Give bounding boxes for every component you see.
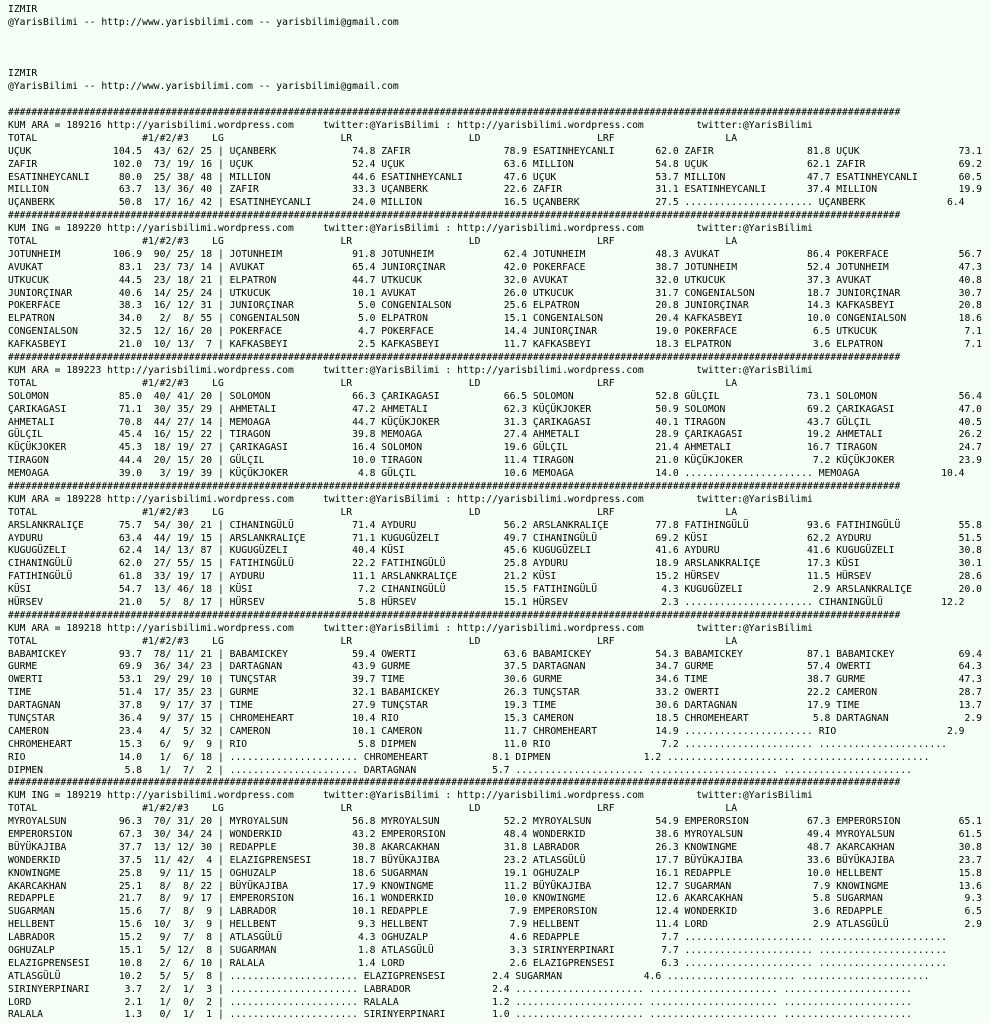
text-line: ######################################################################################################################################################### bbox=[8, 352, 901, 364]
text-line: TOTAL #1/#2/#3 LG LR LD LRF LA bbox=[8, 506, 738, 518]
text-line: BÜYÜKAJIBA 37.7 13/ 12/ 30 | REDAPPLE 30.8 AKARCAKHAN 31.8 LABRADOR 26.3 KNOWINGME 48.7 AKARCAKHAN 30.8 bbox=[8, 841, 983, 853]
text-line: KUM ARA = 189216 http://yarisbilimi.wordpress.com twitter:@YarisBilimi : http://yarisbilimi.wordpress.com twitter:@YarisBilimi bbox=[8, 120, 813, 132]
text-line bbox=[8, 94, 990, 107]
text-line: IZMIR bbox=[8, 4, 38, 15]
text-line: CHROMEHEART 15.3 6/ 9/ 9 | RIO 5.8 DIPMEN 11.0 RIO 7.2 ...................... ...................... bbox=[8, 738, 948, 750]
text-line: TOTAL #1/#2/#3 LG LR LD LRF LA bbox=[8, 635, 738, 647]
text-line: JOTUNHEIM 106.9 90/ 25/ 18 | JOTUNHEIM 91.8 JOTUNHEIM 62.4 JOTUNHEIM 48.3 AVUKAT 86.4 POKERFACE 56.7 bbox=[8, 248, 983, 260]
text-line: RIO 14.0 1/ 6/ 18 | ...................... CHROMEHEART 8.1 DIPMEN 1.2 ...................... ...................... bbox=[8, 751, 930, 763]
text-line: OWERTI 53.1 29/ 29/ 10 | TUNÇSTAR 39.7 TIME 30.6 GURME 34.6 TIME 38.7 GURME 47.3 bbox=[8, 674, 983, 686]
text-line: EMPERORSION 67.3 30/ 34/ 24 | WONDERKID 43.2 EMPERORSION 48.4 WONDERKID 38.6 MYROYALSUN 49.4 MYROYALSUN 61.5 bbox=[8, 829, 983, 840]
text-line: SIRINYERPINARI 3.7 2/ 1/ 3 | ...................... LABRADOR 2.4 ...................... ...................... ...................... bbox=[8, 983, 913, 995]
text-line: LABRADOR 15.2 9/ 7/ 8 | ATLASGÜLÜ 4.3 OGHUZALP 4.6 REDAPPLE 7.7 ...................... ...................... bbox=[8, 932, 948, 944]
text-line: UÇANBERK 50.8 17/ 16/ 42 | ESATINHEYCANLI 24.0 MILLION 16.5 UÇANBERK 27.5 ...................... UÇANBERK 6.4 bbox=[8, 197, 965, 209]
text-line: ATLASGÜLÜ 10.2 5/ 5/ 8 | ...................... ELAZIGPRENSESI 2.4 SUGARMAN 4.6 ...................... ...................... bbox=[8, 970, 930, 982]
text-line: KUM ARA = 189228 http://yarisbilimi.wordpress.com twitter:@YarisBilimi : http://yarisbilimi.wordpress.com twitter:@YarisBilimi bbox=[8, 493, 813, 505]
text-line: TOTAL #1/#2/#3 LG LR LD LRF LA bbox=[8, 132, 738, 144]
text-line: FATIHINGÜLÜ 61.8 33/ 19/ 17 | AYDURU 11.1 ARSLANKRALIÇE 21.2 KÜSI 15.2 HÜRSEV 11.5 HÜRSEV 28.6 bbox=[8, 571, 983, 583]
text-line: LORD 2.1 1/ 0/ 2 | ...................... RALALA 1.2 ...................... ...................... ...................... bbox=[8, 996, 913, 1008]
text-line: ELPATRON 34.0 2/ 8/ 55 | CONGENIALSON 5.0 ELPATRON 15.1 CONGENIALSON 20.4 KAFKASBEYI 10.0 CONGENIALSON 18.6 bbox=[8, 313, 983, 325]
text-line: AHMETALI 70.8 44/ 27/ 14 | MEMOAGA 44.7 KÜÇÜKJOKER 31.3 ÇARIKAGASI 40.1 TIRAGON 43.7 GÜLÇIL 40.5 bbox=[8, 416, 983, 428]
text-line: ÇARIKAGASI 71.1 30/ 35/ 29 | AHMETALI 47.2 AHMETALI 62.3 KÜÇÜKJOKER 50.9 SOLOMON 69.2 ÇARIKAGASI 47.0 bbox=[8, 403, 983, 415]
text-line: TIME 51.4 17/ 35/ 23 | GURME 32.1 BABAMICKEY 26.3 TUNÇSTAR 33.2 OWERTI 22.2 CAMERON 28.7 bbox=[8, 687, 983, 699]
text-line: MYROYALSUN 96.3 70/ 31/ 20 | MYROYALSUN 56.8 MYROYALSUN 52.2 MYROYALSUN 54.9 EMPERORSION 67.3 EMPERORSION 65.1 bbox=[8, 816, 983, 828]
text-line: ######################################################################################################################################################### bbox=[8, 609, 901, 621]
text-line: AYDURU 63.4 44/ 19/ 15 | ARSLANKRALIÇE 71.1 KUGUGÜZELI 49.7 CIHANINGÜLÜ 69.2 KÜSI 62.2 AYDURU 51.5 bbox=[8, 532, 983, 544]
text-line: UÇUK 104.5 43/ 62/ 25 | UÇANBERK 74.8 ZAFIR 78.9 ESATINHEYCANLI 62.0 ZAFIR 81.8 UÇUK 73.1 bbox=[8, 145, 983, 157]
text-line: CIHANINGÜLÜ 62.0 27/ 55/ 15 | FATIHINGÜLÜ 22.2 FATIHINGÜLÜ 25.8 AYDURU 18.9 ARSLANKRALIÇE 17.3 KÜSI 30.1 bbox=[8, 558, 983, 570]
text-line: KUM ARA = 189223 http://yarisbilimi.wordpress.com twitter:@YarisBilimi : http://yarisbilimi.wordpress.com twitter:@YarisBilimi bbox=[8, 364, 813, 376]
text-line bbox=[8, 30, 990, 43]
text-line: WONDERKID 37.5 11/ 42/ 4 | ELAZIGPRENSESI 18.7 BÜYÜKAJIBA 23.2 ATLASGÜLÜ 17.7 BÜYÜKAJIBA 33.6 BÜYÜKAJIBA 23.7 bbox=[8, 854, 983, 866]
text-line: HELLBENT 15.6 10/ 3/ 9 | HELLBENT 9.3 HELLBENT 7.9 HELLBENT 11.4 LORD 2.9 ATLASGÜLÜ 2.9 bbox=[8, 919, 983, 931]
text-line: DIPMEN 5.8 1/ 7/ 2 | ...................... DARTAGNAN 5.7 ...................... ...................... ...................... bbox=[8, 764, 913, 776]
text-line: KUM ING = 189220 http://yarisbilimi.wordpress.com twitter:@YarisBilimi : http://yarisbilimi.wordpress.com twitter:@YarisBilimi bbox=[8, 223, 813, 235]
text-line: ARSLANKRALIÇE 75.7 54/ 30/ 21 | CIHANINGÜLÜ 71.4 AYDURU 56.2 ARSLANKRALIÇE 77.8 FATIHINGÜLÜ 93.6 FATIHINGÜLÜ 55.8 bbox=[8, 519, 983, 531]
text-line: UTKUCUK 44.5 23/ 18/ 21 | ELPATRON 44.7 UTKUCUK 32.0 AVUKAT 32.0 UTKUCUK 37.3 AVUKAT 40.8 bbox=[8, 274, 983, 286]
text-line: SOLOMON 85.0 40/ 41/ 20 | SOLOMON 66.3 ÇARIKAGASI 66.5 SOLOMON 52.8 GÜLÇIL 73.1 SOLOMON 56.4 bbox=[8, 390, 983, 402]
text-line: ######################################################################################################################################################### bbox=[8, 480, 901, 492]
text-line: TOTAL #1/#2/#3 LG LR LD LRF LA bbox=[8, 803, 738, 815]
text-line: REDAPPLE 21.7 8/ 9/ 17 | EMPERORSION 16.1 WONDERKID 10.0 KNOWINGME 12.6 AKARCAKHAN 5.8 SUGARMAN 9.3 bbox=[8, 893, 983, 905]
text-line: KUM ING = 189219 http://yarisbilimi.wordpress.com twitter:@YarisBilimi : http://yarisbilimi.wordpress.com twitter:@YarisBilimi bbox=[8, 790, 813, 802]
text-line: ZAFIR 102.0 73/ 19/ 16 | UÇUK 52.4 UÇUK 63.6 MILLION 54.8 UÇUK 62.1 ZAFIR 69.2 bbox=[8, 158, 983, 170]
text-line: GURME 69.9 36/ 34/ 23 | DARTAGNAN 43.9 GURME 37.5 DARTAGNAN 34.7 GURME 57.4 OWERTI 64.3 bbox=[8, 661, 983, 673]
text-line: CAMERON 23.4 4/ 5/ 32 | CAMERON 10.1 CAMERON 11.7 CHROMEHEART 14.9 ...................... RIO 2.9 bbox=[8, 725, 965, 737]
text-line: ESATINHEYCANLI 80.0 25/ 38/ 48 | MILLION 44.6 ESATINHEYCANLI 47.6 UÇUK 53.7 MILLION 47.7 ESATINHEYCANLI 60.5 bbox=[8, 171, 983, 183]
text-line: KAFKASBEYI 21.0 10/ 13/ 7 | KAFKASBEYI 2.5 KAFKASBEYI 11.7 KAFKASBEYI 18.3 ELPATRON 3.6 ELPATRON 7.1 bbox=[8, 339, 983, 351]
text-line: KUGUGÜZELI 62.4 14/ 13/ 87 | KUGUGÜZELI 40.4 KÜSI 45.6 KUGUGÜZELI 41.6 AYDURU 41.6 KUGUGÜZELI 30.8 bbox=[8, 545, 983, 557]
text-line: MEMOAGA 39.0 3/ 19/ 39 | KÜÇÜKJOKER 4.8 GÜLÇIL 10.6 MEMOAGA 14.0 ...................... MEMOAGA 10.4 bbox=[8, 468, 965, 480]
text-line: TUNÇSTAR 36.4 9/ 37/ 15 | CHROMEHEART 10.4 RIO 15.3 CAMERON 18.5 CHROMEHEART 5.8 DARTAGNAN 2.9 bbox=[8, 712, 983, 724]
text-line: MILLION 63.7 13/ 36/ 40 | ZAFIR 33.3 UÇANBERK 22.6 ZAFIR 31.1 ESATINHEYCANLI 37.4 MILLION 19.9 bbox=[8, 184, 983, 196]
text-line: DARTAGNAN 37.8 9/ 17/ 37 | TIME 27.9 TUNÇSTAR 19.3 TIME 30.6 DARTAGNAN 17.9 TIME 13.7 bbox=[8, 700, 983, 712]
text-line: POKERFACE 38.3 16/ 12/ 31 | JUNIORÇINAR 5.0 CONGENIALSON 25.6 ELPATRON 20.8 JUNIORÇINAR 14.3 KAFKASBEYI 20.8 bbox=[8, 300, 983, 312]
text-line: KÜSI 54.7 13/ 46/ 18 | KÜSI 7.2 CIHANINGÜLÜ 15.5 FATIHINGÜLÜ 4.3 KUGUGÜZELI 2.9 ARSLANKRALIÇE 20.0 bbox=[8, 584, 983, 596]
text-line: JUNIORÇINAR 40.6 14/ 25/ 24 | UTKUCUK 10.1 AVUKAT 26.0 UTKUCUK 31.7 CONGENIALSON 18.7 JUNIORÇINAR 30.7 bbox=[8, 287, 983, 299]
text-line: CONGENIALSON 32.5 12/ 16/ 20 | POKERFACE 4.7 POKERFACE 14.4 JUNIORÇINAR 19.0 POKERFACE 6.5 UTKUCUK 7.1 bbox=[8, 326, 983, 338]
text-line bbox=[8, 56, 990, 69]
text-line: TOTAL #1/#2/#3 LG LR LD LRF LA bbox=[8, 377, 738, 389]
text-line: KUM ARA = 189218 http://yarisbilimi.wordpress.com twitter:@YarisBilimi : http://yarisbilimi.wordpress.com twitter:@YarisBilimi bbox=[8, 622, 813, 634]
text-line: SUGARMAN 15.6 7/ 8/ 9 | LABRADOR 10.1 REDAPPLE 7.9 EMPERORSION 12.4 WONDERKID 3.6 REDAPPLE 6.5 bbox=[8, 906, 983, 918]
text-line: TIRAGON 44.4 20/ 15/ 20 | GÜLÇIL 10.0 TIRAGON 11.4 TIRAGON 21.0 KÜÇÜKJOKER 7.2 KÜÇÜKJOKER 23.9 bbox=[8, 455, 983, 467]
text-line bbox=[8, 43, 990, 56]
text-line: HÜRSEV 21.0 5/ 8/ 17 | HÜRSEV 5.8 HÜRSEV 15.1 HÜRSEV 2.3 ...................... CIHANINGÜLÜ 12.2 bbox=[8, 596, 965, 608]
text-line: TOTAL #1/#2/#3 LG LR LD LRF LA bbox=[8, 236, 738, 248]
text-line: OGHUZALP 15.1 5/ 12/ 8 | SUGARMAN 1.8 ATLASGÜLÜ 3.3 SIRINYERPINARI 7.7 ...................... ...................... bbox=[8, 945, 948, 957]
text-line: KNOWINGME 25.8 9/ 11/ 15 | OGHUZALP 18.6 SUGARMAN 19.1 OGHUZALP 16.1 REDAPPLE 10.0 HELLBENT 15.8 bbox=[8, 867, 983, 879]
text-line: AVUKAT 83.1 23/ 73/ 14 | AVUKAT 65.4 JUNIORÇINAR 42.0 POKERFACE 38.7 JOTUNHEIM 52.4 JOTUNHEIM 47.3 bbox=[8, 261, 983, 273]
text-line: RALALA 1.3 0/ 1/ 1 | ...................... SIRINYERPINARI 1.0 ...................... ...................... ...................... bbox=[8, 1009, 913, 1021]
text-line: @YarisBilimi -- http://www.yarisbilimi.com -- yarisbilimi@gmail.com bbox=[8, 81, 399, 93]
text-line: KÜÇÜKJOKER 45.3 18/ 19/ 27 | ÇARIKAGASI 16.4 SOLOMON 19.6 GÜLÇIL 21.4 AHMETALI 16.7 TIRAGON 24.7 bbox=[8, 442, 983, 454]
text-line: AKARCAKHAN 25.1 8/ 8/ 22 | BÜYÜKAJIBA 17.9 KNOWINGME 11.2 BÜYÜKAJIBA 12.7 SUGARMAN 7.9 KNOWINGME 13.6 bbox=[8, 880, 983, 892]
text-line: @YarisBilimi -- http://www.yarisbilimi.com -- yarisbilimi@gmail.com bbox=[8, 16, 399, 28]
text-line: IZMIR bbox=[8, 68, 38, 80]
text-line: GÜLÇIL 45.4 16/ 15/ 22 | TIRAGON 39.8 MEMOAGA 27.4 AHMETALI 28.9 ÇARIKAGASI 19.2 AHMETALI 26.2 bbox=[8, 429, 983, 441]
text-line: ######################################################################################################################################################### bbox=[8, 777, 901, 789]
text-line: ######################################################################################################################################################### bbox=[8, 107, 901, 119]
text-line: ######################################################################################################################################################### bbox=[8, 210, 901, 222]
text-line: BABAMICKEY 93.7 78/ 11/ 21 | BABAMICKEY 59.4 OWERTI 63.6 BABAMICKEY 54.3 BABAMICKEY 87.1 BABAMICKEY 69.4 bbox=[8, 648, 983, 660]
text-line: ELAZIGPRENSESI 10.8 2/ 6/ 10 | RALALA 1.4 LORD 2.6 ELAZIGPRENSESI 6.3 ...................... ...................... bbox=[8, 957, 948, 969]
